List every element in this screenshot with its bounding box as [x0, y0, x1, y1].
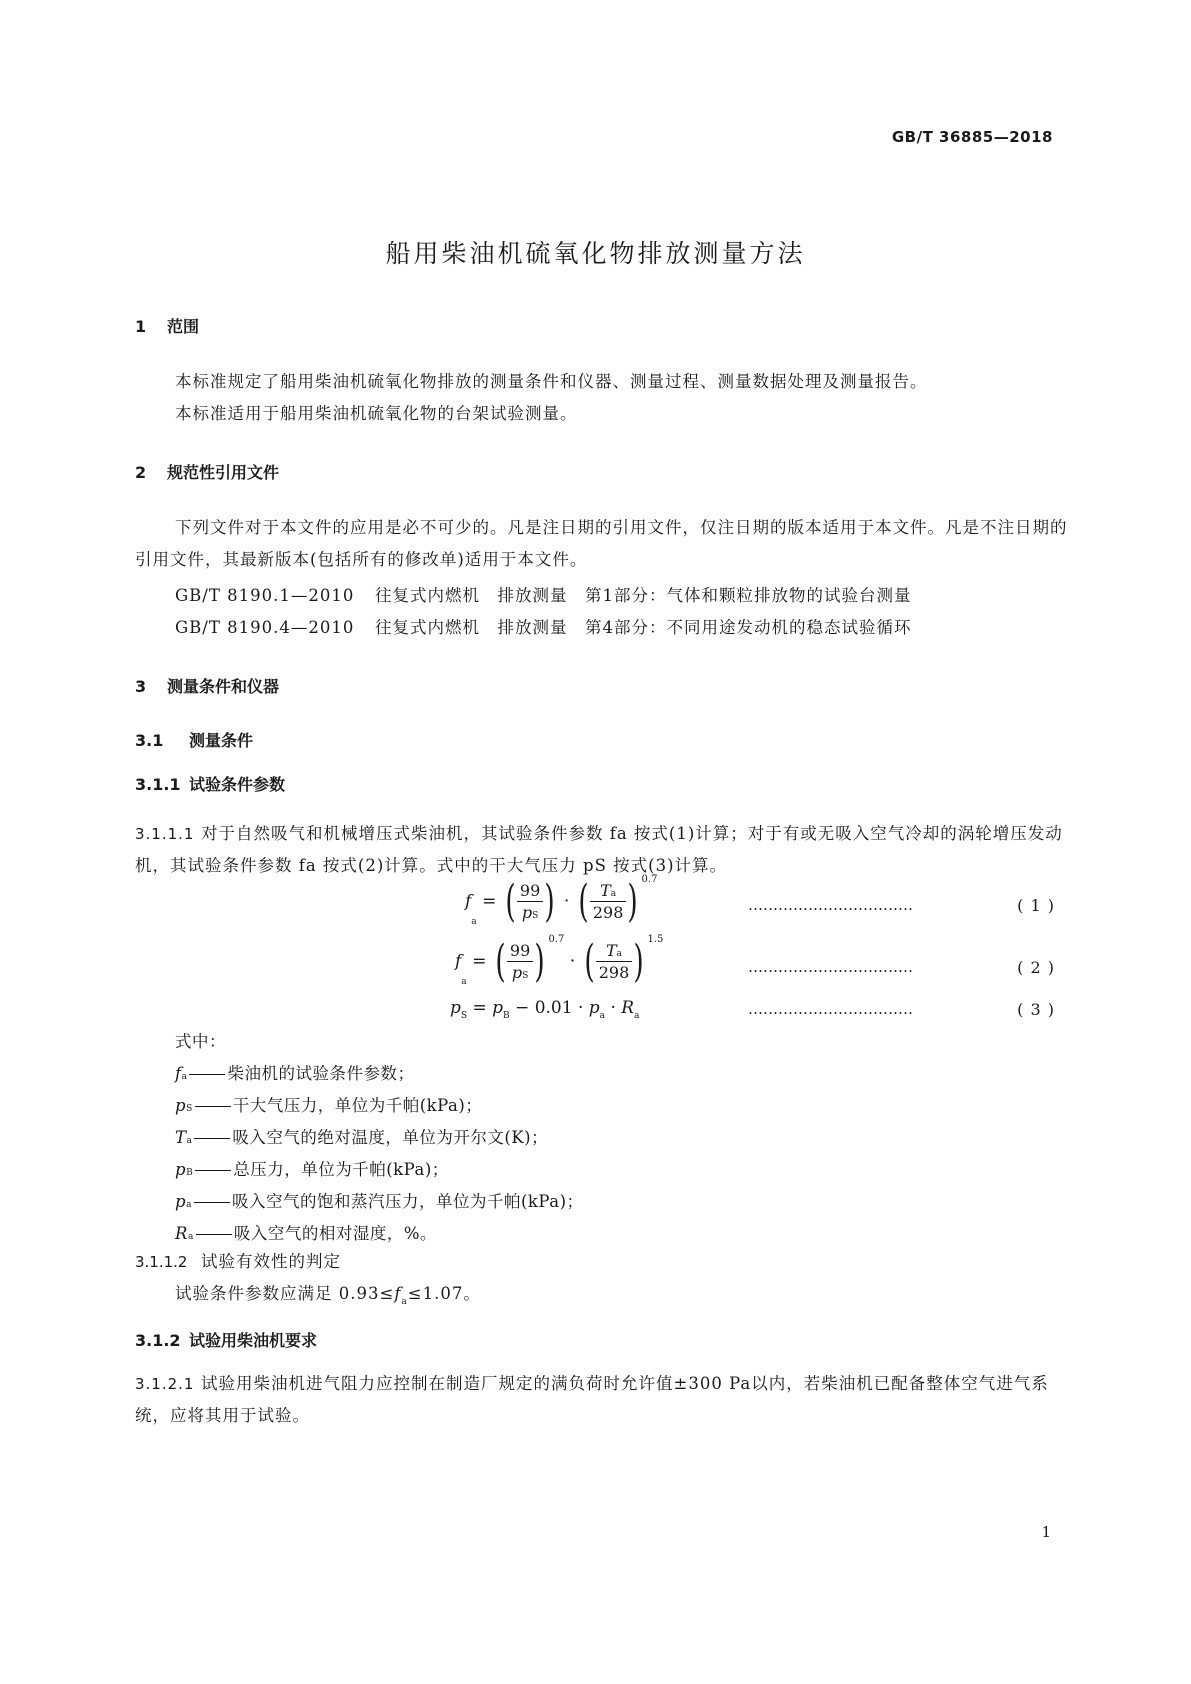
section-number: 3 [135, 677, 147, 696]
section-3-1-2-heading [135, 1328, 317, 1351]
clause-text: 试验用柴油机进气阻力应控制在制造厂规定的满负荷时允许值±300 Pa以内，若柴油机已配备整体空气进气系统，应将其用于试验。 [135, 1374, 1049, 1425]
clause-number: 3.1.1.1 [135, 825, 195, 843]
section-number: 2 [135, 463, 147, 482]
equation-1-number: ( 1 ) [1017, 896, 1055, 915]
definition-item: pB 总压力，单位为千帕(kPa)； [175, 1160, 449, 1179]
definition-item: fa 柴油机的试验条件参数； [175, 1064, 415, 1083]
clause-number: 3.1.1.2 [135, 1253, 188, 1271]
section-3-1-2-1-paragraph [135, 1368, 1070, 1432]
section-1-heading [135, 314, 199, 337]
section-3-1-1-1-paragraph [135, 818, 1070, 882]
section-3-1-heading [135, 728, 253, 751]
equation-1-leader: …………………………… [748, 896, 913, 914]
reference-title: 往复式内燃机 排放测量 第4部分：不同用途发动机的稳态试验循环 [375, 618, 912, 637]
section-2-paragraph: 下列文件对于本文件的应用是必不可少的。凡是注日期的引用文件，仅注日期的版本适用于本文件。凡是不注日期的引用文件，其最新版本(包括所有的修改单)适用于本文件。 [135, 518, 1068, 569]
section-number: 3.1.1 [135, 775, 181, 794]
section-number: 1 [135, 317, 147, 336]
section-1-paragraph-1: 本标准规定了船用柴油机硫氧化物排放的测量条件和仪器、测量过程、测量数据处理及测量报告。 [175, 372, 928, 391]
standard-code: GB/T 36885—2018 [891, 128, 1053, 146]
section-number: 3.1 [135, 731, 164, 750]
clause-text: 对于自然吸气和机械增压式柴油机，其试验条件参数 fa 按式(1)计算；对于有或无吸入空气冷却的涡轮增压发动机，其试验条件参数 fa 按式(2)计算。式中的干大气压力 pS 按式(3)计算。 [135, 824, 1063, 875]
section-3-1-1-heading [135, 772, 285, 795]
section-label: 测量条件 [189, 731, 254, 750]
equation-3-leader: …………………………… [748, 1000, 913, 1018]
section-1-paragraph-2: 本标准适用于船用柴油机硫氧化物的台架试验测量。 [175, 404, 578, 423]
reference-item [175, 582, 912, 606]
definition-item: pa 吸入空气的饱和蒸汽压力，单位为千帕(kPa)； [175, 1192, 584, 1211]
equation-1: fa = ( $\frac{99}{pS}$ ) · ( $\frac{Ta}{298}$ ) $^{0.7}$ [465, 874, 658, 927]
equation-2-leader: …………………………… [748, 958, 913, 976]
equation-3-number: ( 3 ) [1017, 1000, 1055, 1019]
validity-criterion: 试验条件参数应满足 0.93≤fa≤1.07。 [175, 1284, 481, 1307]
equation-2: fa = ( $\frac{99}{pS}$ ) $^{0.7}$ · ( $\frac{Ta}{298}$ ) $^{1.5}$ [455, 934, 664, 987]
page-number: 1 [1041, 1523, 1051, 1541]
reference-code: GB/T 8190.4—2010 [175, 618, 355, 637]
section-label: 范围 [167, 317, 200, 336]
reference-title: 往复式内燃机 排放测量 第1部分：气体和颗粒排放物的试验台测量 [375, 586, 912, 605]
clause-number: 3.1.2.1 [135, 1375, 195, 1393]
section-2-heading [135, 460, 279, 483]
section-number: 3.1.2 [135, 1331, 181, 1350]
page-title: 船用柴油机硫氧化物排放测量方法 [385, 239, 806, 268]
section-label: 试验条件参数 [189, 775, 286, 794]
section-3-heading [135, 674, 279, 697]
reference-code: GB/T 8190.1—2010 [175, 586, 355, 605]
symbol-definitions [175, 1026, 584, 1250]
reference-item [175, 614, 912, 638]
equation-2-number: ( 2 ) [1017, 958, 1055, 977]
clause-label: 试验有效性的判定 [201, 1252, 341, 1271]
section-3-1-1-2-heading [135, 1248, 341, 1272]
section-label: 规范性引用文件 [167, 463, 280, 482]
equation-3: pS = pB − 0.01 · pa · Ra [450, 998, 640, 1021]
section-label: 试验用柴油机要求 [189, 1331, 318, 1350]
definition-item: Ta 吸入空气的绝对温度，单位为开尔文(K)； [175, 1128, 549, 1147]
where-label: 式中： [175, 1032, 226, 1051]
section-label: 测量条件和仪器 [167, 677, 280, 696]
definition-item: Ra 吸入空气的相对湿度，%。 [175, 1224, 437, 1243]
definition-item: pS 干大气压力，单位为千帕(kPa)； [175, 1096, 483, 1115]
